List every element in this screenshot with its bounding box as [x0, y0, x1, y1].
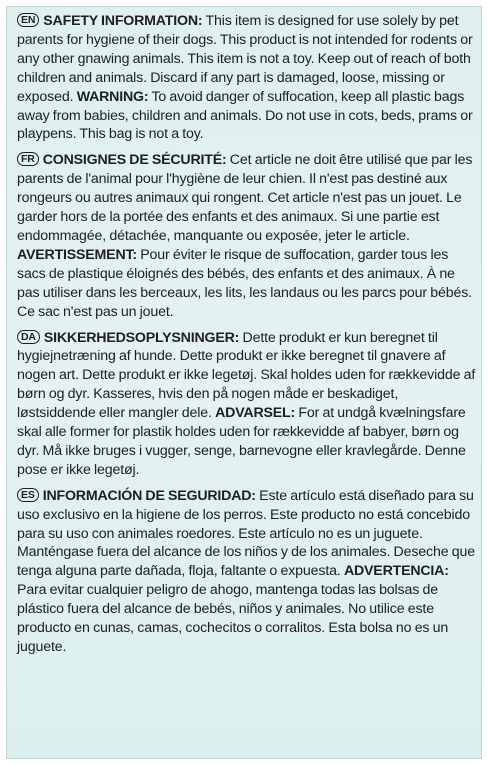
section-en-body: This item is designed for use solely by pet parents for hygiene of their dogs. This product is not intended for rodents or any other gnawing animals. This item is not a toy. Keep out of reach of both children and animals. Discard if any part is damaged, loose, missing or exposed. — [17, 13, 473, 105]
language-badge-fr: FR — [17, 152, 39, 166]
section-en-warning-text: To avoid danger of suffocation, keep all plastic bags away from babies, children and animals. Do not use in cots, beds, prams or playpens. This bag is not a toy. — [17, 88, 473, 143]
section-da-warning-text: For at undgå kvælningsfare skal alle former for plastik holdes uden for rækkevidde af babyer, børn og dyr. Må ikke bruges i vugger, senge, barnevogne eller kravlegårde. Denne pose er ikke legetøj. — [17, 405, 466, 478]
section-en-warning-label: WARNING: — [76, 88, 149, 105]
section-fr-text — [17, 151, 476, 321]
section-fr-warning-text: Pour éviter le risque de suffocation, garder tous les sacs de plastique éloignés des bébés, des enfants et des animaux. À ne pas utiliser dans les berceaux, les lits, les landaus ou les parcs pour bébés. Ce sac n'est pas un jouet. — [17, 246, 472, 320]
section-da-text — [17, 329, 476, 480]
section-es-text — [17, 487, 476, 657]
section-da-body: Dette produkt er kun beregnet til hygiejnetræning af hunde. Dette produkt er ikke beregnet til gnavere af nogen art. Dette produkt er ikke legetøj. Skal holdes uden for rækkevidde af børn og dyr. Kasseres, hvis den på nogen måde er beskadiget, løstsiddende eller mangler dele. — [17, 329, 476, 422]
safety-label — [6, 6, 482, 759]
section-fr-warning-label: AVERTISSEMENT: — [17, 246, 137, 263]
section-es-heading: INFORMACIÓN DE SEGURIDAD: — [42, 487, 256, 504]
language-badge-en: EN — [17, 13, 39, 27]
section-da-heading: SIKKERHEDSOPLYSNINGER: — [43, 329, 240, 346]
language-badge-da: DA — [17, 330, 40, 344]
section-fr-heading: CONSIGNES DE SÉCURITÉ: — [42, 152, 227, 169]
section-en-text — [17, 12, 476, 144]
section-fr — [17, 151, 476, 321]
section-da — [17, 329, 476, 480]
section-fr-body: Cet article ne doit être utilisé que par les parents de l'animal pour l'hygiène de leur chien. Il n'est pas destiné aux rongeurs ou autres animaux qui rongent. Cet article n'est pas un jouet. Le garder hors de la portée des enfants et des animaux. Si une partie est endommagée, détachée, manquante ou exposée, jeter le article. — [17, 152, 473, 244]
section-es-warning-label: ADVERTENCIA: — [343, 563, 449, 580]
section-en-heading: SAFETY INFORMATION: — [43, 13, 203, 29]
section-es-warning-text: Para evitar cualquier peligro de ahogo, mantenga todas las bolsas de plástico fuera del alcance de bebés, niños y animales. No utilice este producto en cunas, camas, cochecitos o corralitos. Esta bolsa no es un juguete. — [17, 582, 449, 655]
section-es-body: Este artículo está diseñado para su uso exclusivo en la higiene de los perros. Este producto no está concebido para su uso con animales roedores. Este artículo no es un juguete. Manténgase fuera del alcance de los niños y de los animales. Deseche que tenga alguna parte dañada, floja, faltante o expuesta. — [17, 487, 475, 580]
section-es — [17, 487, 476, 657]
section-en — [17, 12, 476, 144]
language-badge-es: ES — [17, 488, 39, 502]
section-da-warning-label: ADVARSEL: — [215, 405, 296, 422]
